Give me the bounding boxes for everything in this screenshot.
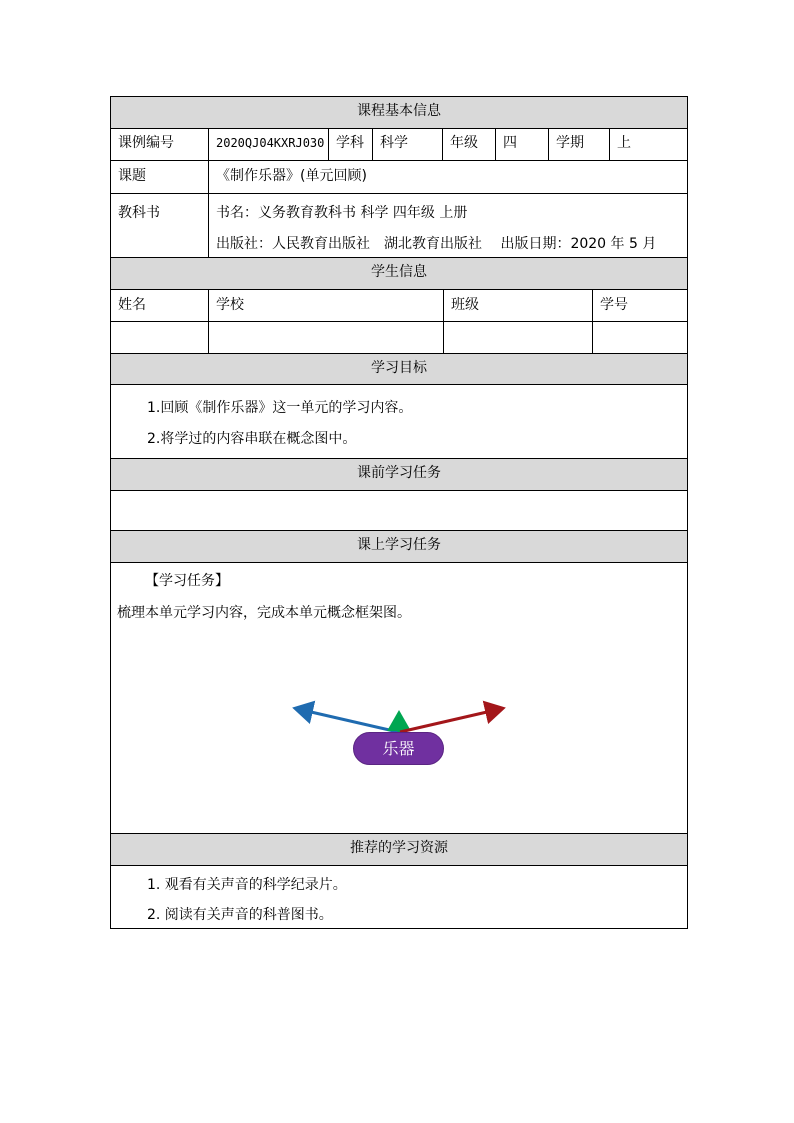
resource-item: 2. 阅读有关声音的科普图书。 (147, 907, 333, 923)
student-class-label: 班级 (451, 297, 479, 313)
topic-label: 课题 (118, 168, 146, 184)
subject-label: 学科 (336, 135, 364, 151)
grade-value: 四 (503, 135, 517, 151)
resource-item: 1. 观看有关声音的科学纪录片。 (147, 877, 347, 893)
concept-node: 乐器 (353, 732, 444, 765)
student-info-header: 学生信息 (110, 257, 688, 289)
case-no-label: 课例编号 (118, 135, 174, 151)
textbook-publisher: 出版社：人民教育出版社 湖北教育出版社 出版日期：2020 年 5 月 (216, 236, 657, 252)
student-id-field[interactable] (593, 322, 687, 353)
student-school-field[interactable] (209, 322, 443, 353)
term-label: 学期 (556, 135, 584, 151)
subject-value: 科学 (380, 135, 408, 151)
resources-header: 推荐的学习资源 (110, 833, 688, 865)
case-no-value: 2020QJ04KXRJ030 (216, 136, 325, 150)
student-class-field[interactable] (444, 322, 592, 353)
student-school-label: 学校 (216, 297, 244, 313)
student-name-field[interactable] (111, 322, 208, 353)
task-instruction: 梳理本单元学习内容，完成本单元概念框架图。 (117, 605, 411, 621)
grade-label: 年级 (450, 135, 478, 151)
topic-value: 《制作乐器》(单元回顾) (216, 168, 367, 184)
objective-item: 1.回顾《制作乐器》这一单元的学习内容。 (147, 400, 413, 416)
arrow-right (400, 709, 500, 732)
student-name-label: 姓名 (118, 297, 146, 313)
pre-task-header: 课前学习任务 (110, 458, 688, 490)
textbook-label: 教科书 (118, 205, 160, 221)
textbook-title: 书名：义务教育教科书 科学 四年级 上册 (216, 205, 468, 221)
student-id-label: 学号 (600, 297, 628, 313)
basic-info-header: 课程基本信息 (110, 96, 688, 128)
objectives-header: 学习目标 (110, 353, 688, 384)
task-title: 【学习任务】 (145, 573, 229, 589)
objective-item: 2.将学过的内容串联在概念图中。 (147, 431, 357, 447)
arrow-left (298, 709, 398, 732)
in-class-header: 课上学习任务 (110, 530, 688, 562)
term-value: 上 (617, 135, 631, 151)
